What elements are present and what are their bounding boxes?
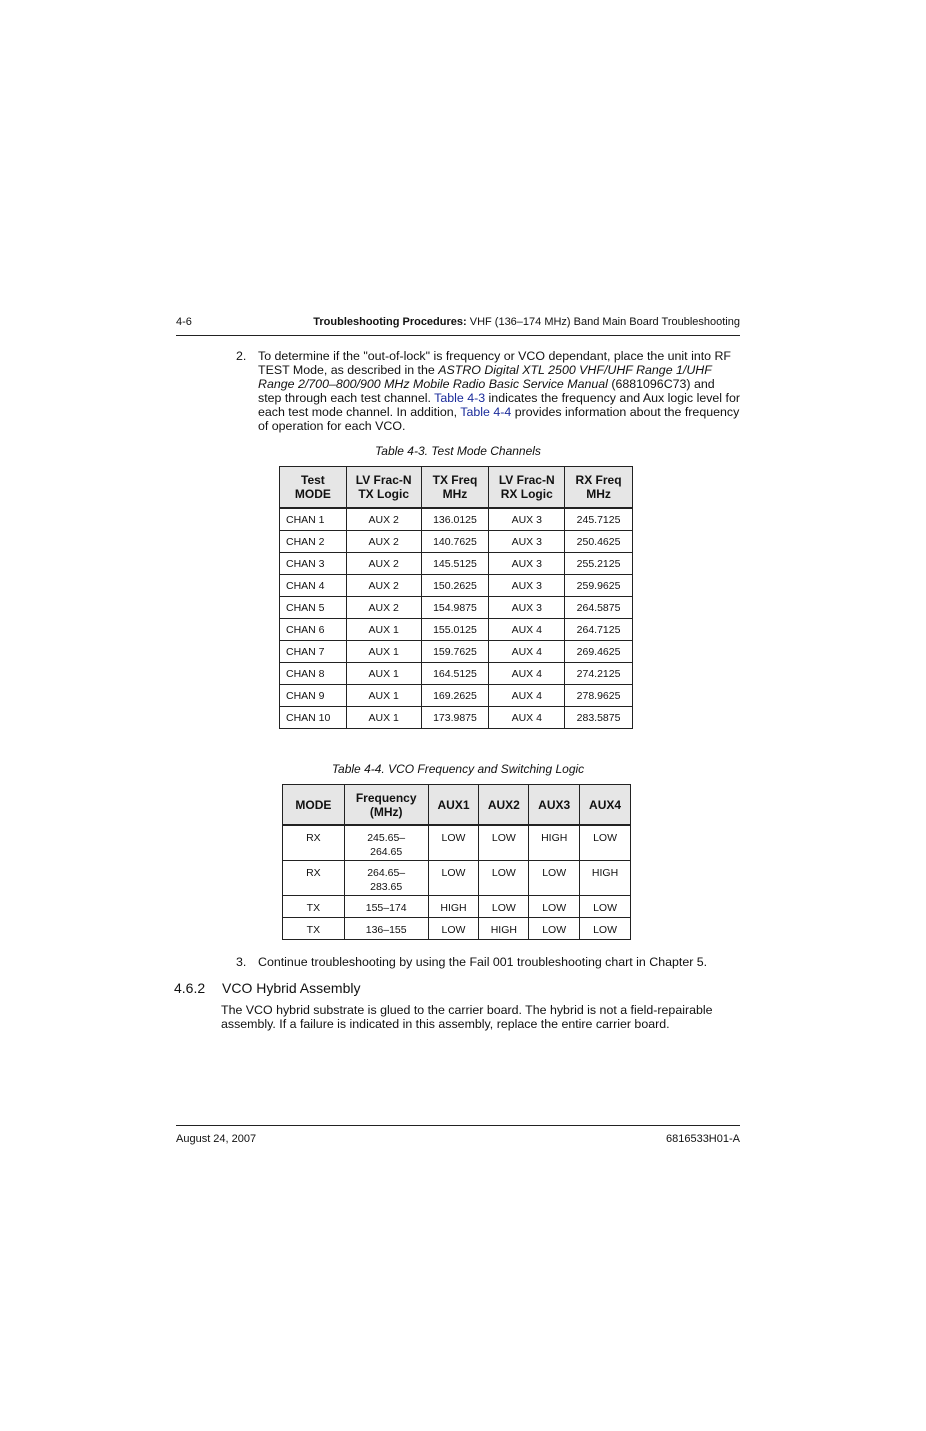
section-title: VCO Hybrid Assembly xyxy=(222,980,361,996)
cell-line: HIGH xyxy=(591,867,619,879)
table-cell: 255.2125 xyxy=(565,553,633,575)
table-row xyxy=(280,553,633,575)
table-cell xyxy=(344,896,428,918)
table-cell: 150.2625 xyxy=(421,575,489,597)
table-cell xyxy=(283,861,345,896)
table-cell: 264.5875 xyxy=(565,597,633,619)
column-header xyxy=(428,785,479,826)
table-4-4-link[interactable]: Table 4-4 xyxy=(460,405,512,419)
step-2-text-d: provides information about the frequency of operation for each VCO. xyxy=(258,405,740,433)
table-row xyxy=(283,825,631,861)
table-cell xyxy=(580,861,631,896)
table-cell xyxy=(344,861,428,896)
table-4-3-link[interactable]: Table 4-3 xyxy=(434,391,486,405)
table-cell: 274.2125 xyxy=(565,663,633,685)
table-cell: 159.7625 xyxy=(421,641,489,663)
cell-line: LOW xyxy=(441,867,466,879)
section-body: The VCO hybrid substrate is glued to the carrier board. The hybrid is not a field-repairable assembly. If a failure is indicated in this assembly, replace the entire carrier board. xyxy=(221,1003,713,1031)
table-header-row xyxy=(280,467,633,509)
table-row xyxy=(280,531,633,553)
table-cell xyxy=(428,896,479,918)
table-cell: 283.5875 xyxy=(565,707,633,729)
table-cell: CHAN 9 xyxy=(280,685,347,707)
table-cell: AUX 4 xyxy=(489,685,565,707)
manual-title: ASTRO Digital XTL 2500 VHF/UHF Range 1/UHF Range 2/700–800/900 MHz Mobile Radio Basic Service Manual xyxy=(258,363,712,391)
table-cell xyxy=(580,896,631,918)
cell-line: 283.65 xyxy=(370,881,403,893)
table-row xyxy=(280,619,633,641)
cell-line: RX xyxy=(306,867,321,879)
cell-line: LOW xyxy=(491,902,516,914)
test-mode-channels-table xyxy=(279,466,633,729)
cell-line: LOW xyxy=(542,924,567,936)
cell-line: LOW xyxy=(491,867,516,879)
table-cell: 259.9625 xyxy=(565,575,633,597)
cell-line: AUX2 xyxy=(487,797,520,812)
step-2-text-c: indicates the frequency and Aux logic level for each test mode channel. In addition, xyxy=(258,391,740,419)
table-cell: AUX 4 xyxy=(489,707,565,729)
cell-line: MHz xyxy=(586,487,611,501)
table-cell: AUX 2 xyxy=(346,575,421,597)
table-cell: CHAN 1 xyxy=(280,508,347,531)
table-row xyxy=(283,918,631,940)
table-cell: AUX 1 xyxy=(346,641,421,663)
table-cell xyxy=(529,896,580,918)
column-header xyxy=(280,467,347,509)
step-2-text-a: To determine if the "out-of-lock" is frequency or VCO dependant, place the unit into RF TEST Mode, as described in the xyxy=(258,349,732,377)
table-cell: 169.2625 xyxy=(421,685,489,707)
cell-line: 264.65 xyxy=(370,846,403,858)
column-header xyxy=(580,785,631,826)
cell-line: HIGH xyxy=(440,902,467,914)
table-cell xyxy=(479,825,529,861)
running-title xyxy=(313,316,740,328)
cell-line: TX Freq xyxy=(432,473,478,487)
table-cell: 136.0125 xyxy=(421,508,489,531)
table-cell: AUX 1 xyxy=(346,663,421,685)
cell-line: (MHz) xyxy=(369,804,403,819)
table-row xyxy=(283,861,631,896)
table-cell: AUX 2 xyxy=(346,531,421,553)
cell-line: LOW xyxy=(491,832,516,844)
step-2-text-b: (6881096C73) and step through each test channel. xyxy=(258,377,715,405)
table-cell xyxy=(283,918,345,940)
table-cell: AUX 2 xyxy=(346,597,421,619)
table-4-4-caption: Table 4-4. VCO Frequency and Switching Logic xyxy=(331,762,585,776)
table-cell: 173.9875 xyxy=(421,707,489,729)
cell-line: Frequency xyxy=(355,790,417,805)
running-title-rest: VHF (136–174 MHz) Band Main Board Troubleshooting xyxy=(466,316,740,328)
column-header xyxy=(529,785,580,826)
cell-line: LOW xyxy=(542,867,567,879)
table-cell: 154.9875 xyxy=(421,597,489,619)
table-cell: 140.7625 xyxy=(421,531,489,553)
cell-line: TX xyxy=(306,902,321,914)
step-3-number: 3. xyxy=(236,955,247,969)
step-2-number: 2. xyxy=(236,349,247,363)
table-cell xyxy=(529,825,580,861)
table-4-3-caption: Table 4-3. Test Mode Channels xyxy=(375,444,541,458)
column-header xyxy=(565,467,633,509)
table-cell: AUX 2 xyxy=(346,553,421,575)
table-cell: AUX 4 xyxy=(489,641,565,663)
table-cell: AUX 3 xyxy=(489,553,565,575)
table-row xyxy=(280,575,633,597)
table-cell: 264.7125 xyxy=(565,619,633,641)
running-title-bold: Troubleshooting Procedures: xyxy=(313,316,467,328)
table-cell xyxy=(428,861,479,896)
column-header xyxy=(489,467,565,509)
table-cell xyxy=(283,896,345,918)
table-cell xyxy=(344,918,428,940)
table-cell: CHAN 8 xyxy=(280,663,347,685)
vco-frequency-table xyxy=(282,784,631,940)
table-cell: AUX 3 xyxy=(489,575,565,597)
cell-line: AUX1 xyxy=(437,797,470,812)
table-body xyxy=(283,825,631,940)
page-number: 4-6 xyxy=(176,316,192,328)
table-cell: AUX 3 xyxy=(489,508,565,531)
table-cell: 245.7125 xyxy=(565,508,633,531)
cell-line: LOW xyxy=(441,832,466,844)
step-2-text xyxy=(258,349,740,433)
table-cell xyxy=(479,918,529,940)
cell-line: 245.65– xyxy=(367,832,406,844)
table-cell: CHAN 3 xyxy=(280,553,347,575)
section-number: 4.6.2 xyxy=(174,980,206,996)
table-row xyxy=(280,707,633,729)
cell-line: HIGH xyxy=(490,924,517,936)
cell-line: LOW xyxy=(542,902,567,914)
cell-line: RX xyxy=(306,832,321,844)
table-cell xyxy=(479,861,529,896)
table-cell: CHAN 6 xyxy=(280,619,347,641)
table-cell: CHAN 4 xyxy=(280,575,347,597)
table-row xyxy=(280,508,633,531)
table-cell: CHAN 5 xyxy=(280,597,347,619)
cell-line: MHz xyxy=(442,487,468,501)
cell-line: RX Logic xyxy=(500,487,553,501)
table-cell: 250.4625 xyxy=(565,531,633,553)
table-row xyxy=(283,896,631,918)
cell-line: HIGH xyxy=(541,832,568,844)
table-cell: AUX 1 xyxy=(346,685,421,707)
footer-doc-number: 6816533H01-A xyxy=(665,1133,740,1145)
table-body xyxy=(280,508,633,729)
table-cell xyxy=(479,896,529,918)
table-cell: 155.0125 xyxy=(421,619,489,641)
footer-date: August 24, 2007 xyxy=(176,1133,257,1145)
column-header xyxy=(421,467,489,509)
table-cell: AUX 2 xyxy=(346,508,421,531)
cell-line: MODE xyxy=(295,797,332,812)
cell-line: LV Frac-N xyxy=(498,473,555,487)
table-row xyxy=(280,597,633,619)
table-cell: AUX 4 xyxy=(489,619,565,641)
cell-line: LOW xyxy=(441,924,466,936)
column-header xyxy=(344,785,428,826)
table-cell xyxy=(428,825,479,861)
cell-line: 264.65– xyxy=(367,867,406,879)
table-cell: AUX 4 xyxy=(489,663,565,685)
cell-line: MODE xyxy=(294,487,331,501)
table-cell: AUX 3 xyxy=(489,597,565,619)
cell-line: AUX3 xyxy=(538,797,571,812)
cell-line: LOW xyxy=(593,924,618,936)
cell-line: LOW xyxy=(593,832,618,844)
table-cell xyxy=(529,861,580,896)
column-header xyxy=(283,785,345,826)
cell-line: TX Logic xyxy=(358,487,410,501)
table-cell xyxy=(580,918,631,940)
table-cell: 164.5125 xyxy=(421,663,489,685)
table-cell: CHAN 10 xyxy=(280,707,347,729)
table-cell: AUX 1 xyxy=(346,707,421,729)
cell-line: LV Frac-N xyxy=(355,473,412,487)
column-header xyxy=(346,467,421,509)
cell-line: RX Freq xyxy=(575,473,622,487)
cell-line: LOW xyxy=(593,902,618,914)
table-cell xyxy=(344,825,428,861)
column-header xyxy=(479,785,529,826)
table-cell xyxy=(580,825,631,861)
cell-line: 136–155 xyxy=(365,924,407,936)
table-cell xyxy=(529,918,580,940)
cell-line: AUX4 xyxy=(589,797,622,812)
table-cell: AUX 1 xyxy=(346,619,421,641)
table-cell: CHAN 7 xyxy=(280,641,347,663)
table-header-row xyxy=(283,785,631,826)
table-cell: 145.5125 xyxy=(421,553,489,575)
table-cell: 269.4625 xyxy=(565,641,633,663)
table-cell: 278.9625 xyxy=(565,685,633,707)
table-cell xyxy=(428,918,479,940)
header-rule xyxy=(176,335,740,336)
table-cell xyxy=(283,825,345,861)
cell-line: TX xyxy=(306,924,321,936)
table-row xyxy=(280,685,633,707)
cell-line: Test xyxy=(301,473,325,487)
cell-line: 155–174 xyxy=(365,902,407,914)
table-cell: CHAN 2 xyxy=(280,531,347,553)
table-row xyxy=(280,641,633,663)
table-cell: AUX 3 xyxy=(489,531,565,553)
footer-rule xyxy=(176,1125,740,1126)
step-3-text: Continue troubleshooting by using the Fail 001 troubleshooting chart in Chapter 5. xyxy=(258,955,708,969)
table-row xyxy=(280,663,633,685)
